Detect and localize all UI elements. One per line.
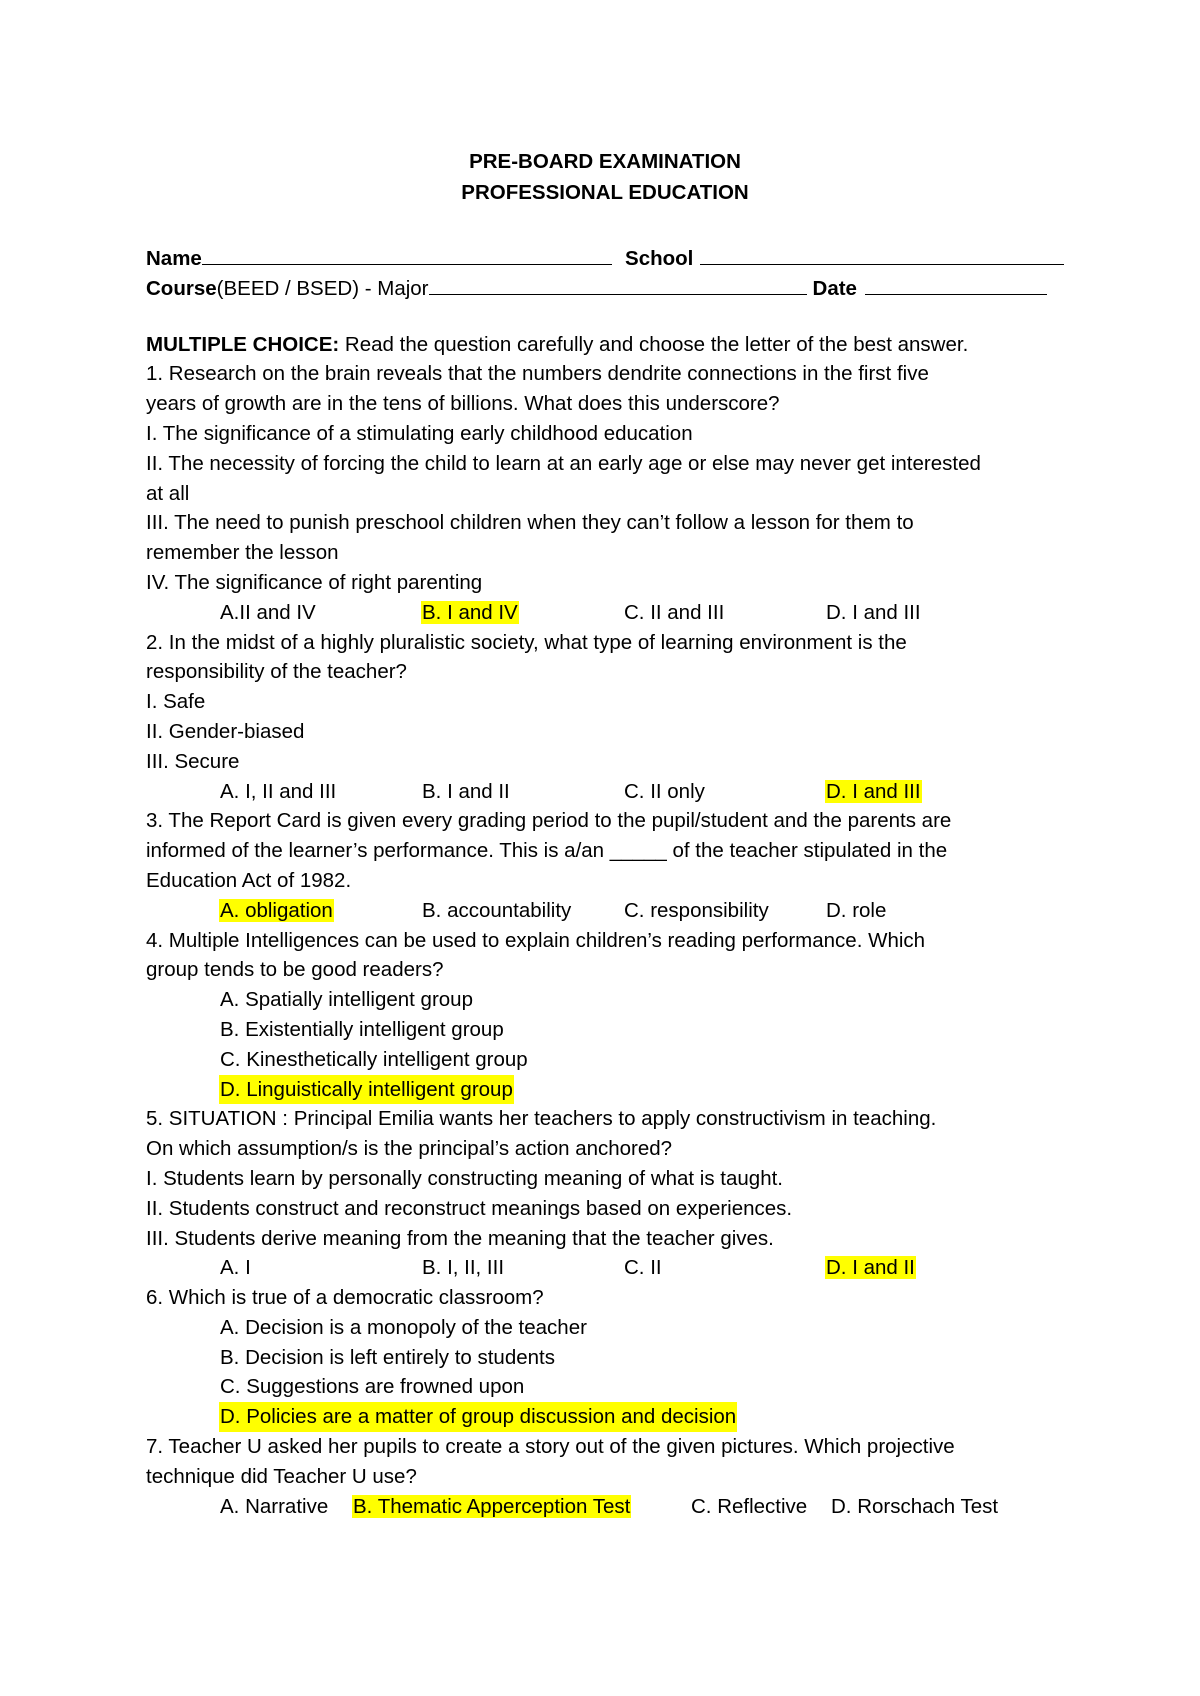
option-b[interactable]: B. I and II [422, 779, 510, 803]
option-b-correct[interactable]: B. Thematic Apperception Test [353, 1494, 631, 1518]
question-1 [146, 359, 1064, 627]
answer-options [146, 1492, 1064, 1522]
question-line: remember the lesson [146, 541, 339, 565]
option-d-correct[interactable]: D. I and III [826, 779, 921, 803]
option-b[interactable]: B. accountability [422, 898, 572, 922]
question-line: years of growth are in the tens of billions. What does this underscore? [146, 392, 780, 416]
question-line: III. Students derive meaning from the meaning that the teacher gives. [146, 1226, 774, 1250]
question-line: III. The need to punish preschool children when they can’t follow a lesson for them to [146, 511, 914, 535]
school-field[interactable] [700, 246, 1064, 265]
question-line: I. Safe [146, 690, 206, 714]
question-6 [146, 1283, 1064, 1432]
school-label: School [625, 247, 694, 270]
question-line: II. Gender-biased [146, 719, 305, 743]
name-label: Name [146, 247, 202, 270]
date-field[interactable] [865, 276, 1047, 295]
option-c[interactable]: C. Suggestions are frowned upon [220, 1375, 525, 1399]
question-3 [146, 806, 1064, 925]
option-d-correct[interactable]: D. Policies are a matter of group discussion and decision [219, 1402, 1064, 1432]
answer-options [146, 985, 1064, 1104]
option-c[interactable]: C. II only [624, 779, 705, 803]
question-line: 1. Research on the brain reveals that the numbers dendrite connections in the first five [146, 362, 929, 386]
answer-options [146, 777, 1064, 807]
option-a[interactable]: A. I, II and III [220, 779, 337, 803]
option-d[interactable]: D. I and III [826, 600, 921, 624]
question-line: I. Students learn by personally constructing meaning of what is taught. [146, 1166, 784, 1190]
question-line: 2. In the midst of a highly pluralistic society, what type of learning environment is the [146, 630, 907, 654]
question-line: I. The significance of a stimulating early childhood education [146, 421, 693, 445]
question-line: II. The necessity of forcing the child to learn at an early age or else may never get interested [146, 451, 981, 475]
exam-title: PRE-BOARD EXAMINATION [469, 150, 741, 173]
question-2 [146, 628, 1064, 807]
instructions-label: MULTIPLE CHOICE: [146, 332, 340, 356]
answer-options [146, 1253, 1064, 1283]
option-a[interactable]: A. Narrative [220, 1494, 329, 1518]
option-a[interactable]: A. Decision is a monopoly of the teacher [220, 1315, 587, 1339]
question-line: Education Act of 1982. [146, 868, 352, 892]
major-field[interactable] [429, 276, 807, 295]
exam-subtitle: PROFESSIONAL EDUCATION [461, 181, 749, 204]
question-line: IV. The significance of right parenting [146, 570, 483, 594]
instructions [146, 330, 1064, 360]
question-5 [146, 1104, 1064, 1283]
question-line: informed of the learner’s performance. This is a/an _____ of the teacher stipulated in the [146, 839, 948, 863]
exam-header [146, 146, 1064, 208]
answer-options [146, 896, 1064, 926]
option-c[interactable]: C. Kinesthetically intelligent group [220, 1047, 528, 1071]
answer-options [146, 1313, 1064, 1432]
question-line: group tends to be good readers? [146, 958, 444, 982]
option-d-correct[interactable]: D. Linguistically intelligent group [219, 1075, 1064, 1105]
option-b[interactable]: B. I, II, III [422, 1256, 505, 1280]
option-a-correct[interactable]: A. obligation [220, 898, 333, 922]
question-line: 5. SITUATION : Principal Emilia wants her teachers to apply constructivism in teaching. [146, 1107, 937, 1131]
option-c[interactable]: C. Reflective [691, 1494, 808, 1518]
question-line: at all [146, 481, 190, 505]
course-options-text: (BEED / BSED) - Major [216, 276, 429, 300]
instructions-text: Read the question carefully and choose the letter of the best answer. [339, 332, 969, 356]
question-line: On which assumption/s is the principal’s action anchored? [146, 1137, 673, 1161]
date-label: Date [812, 276, 857, 300]
question-line: 4. Multiple Intelligences can be used to explain children’s reading performance. Which [146, 928, 926, 952]
option-a[interactable]: A. I [220, 1256, 251, 1280]
name-field[interactable] [202, 246, 612, 265]
option-c[interactable]: C. II and III [624, 600, 725, 624]
question-line: technique did Teacher U use? [146, 1464, 417, 1488]
exam-page [146, 146, 1064, 1521]
question-line: II. Students construct and reconstruct meanings based on experiences. [146, 1196, 793, 1220]
question-line: responsibility of the teacher? [146, 660, 407, 684]
answer-options [146, 598, 1064, 628]
option-a[interactable]: A. Spatially intelligent group [220, 988, 473, 1012]
name-school-row [146, 244, 1064, 274]
question-line: 7. Teacher U asked her pupils to create a story out of the given pictures. Which projective [146, 1435, 955, 1459]
option-d[interactable]: D. role [826, 898, 887, 922]
question-4 [146, 926, 1064, 1105]
option-b[interactable]: B. Existentially intelligent group [220, 1017, 504, 1041]
question-line: 3. The Report Card is given every grading period to the pupil/student and the parents are [146, 809, 952, 833]
course-label: Course [146, 276, 217, 300]
course-date-row [146, 274, 1064, 304]
question-line: III. Secure [146, 749, 240, 773]
question-line: 6. Which is true of a democratic classroom? [146, 1286, 544, 1310]
option-d[interactable]: D. Rorschach Test [831, 1494, 999, 1518]
option-b[interactable]: B. Decision is left entirely to students [220, 1345, 555, 1369]
option-c[interactable]: C. II [624, 1256, 662, 1280]
option-a[interactable]: A.II and IV [220, 600, 316, 624]
option-d-correct[interactable]: D. I and II [826, 1256, 915, 1280]
option-b-correct[interactable]: B. I and IV [422, 600, 518, 624]
question-7 [146, 1432, 1064, 1521]
option-c[interactable]: C. responsibility [624, 898, 769, 922]
